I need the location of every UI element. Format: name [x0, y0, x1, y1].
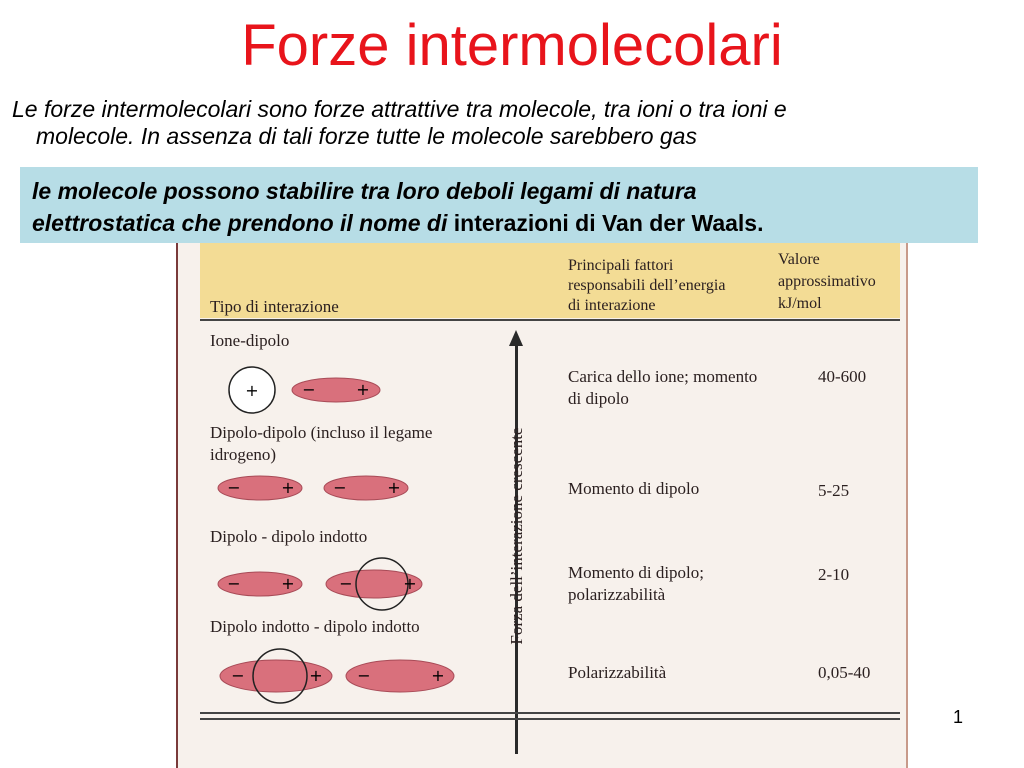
svg-text:+: +	[356, 380, 370, 399]
row1-factor-1: Carica dello ione; momento	[568, 367, 758, 386]
header-type: Tipo di interazione	[210, 297, 339, 316]
slide-title: Forze intermolecolari	[241, 13, 783, 78]
row2-factor: Momento di dipolo	[568, 479, 700, 498]
header-factors-3: di interazione	[568, 297, 656, 314]
svg-text:−: −	[333, 478, 347, 497]
header-factors-2: responsabili dell’energia	[568, 277, 726, 294]
svg-text:+: +	[281, 574, 295, 593]
row4-value: 0,05-40	[818, 663, 871, 682]
svg-text:+: +	[281, 478, 295, 497]
svg-text:+: +	[309, 666, 323, 685]
row2-type-2: idrogeno)	[210, 445, 277, 464]
row2-value: 5-25	[818, 481, 850, 500]
interaction-table-image	[176, 236, 908, 768]
header-value-2: approssimativo	[778, 273, 876, 290]
svg-text:−: −	[227, 574, 241, 593]
row3-value: 2-10	[818, 565, 850, 584]
row1-type: Ione-dipolo	[210, 331, 290, 350]
table-bottom-rule-2	[200, 718, 900, 720]
dipole-dipole-icon	[216, 470, 416, 506]
slide-number: 1	[953, 707, 964, 727]
row3-factor-2: polarizzabilità	[568, 585, 666, 604]
table-bottom-rule-1	[200, 712, 900, 714]
highlight-italic-part: elettrostatica che prendono il nome di	[32, 210, 448, 236]
ion-dipole-icon	[216, 366, 386, 416]
highlight-box	[20, 167, 978, 243]
intro-line-2: molecole. In assenza di tali forze tutte le molecole sarebbero gas	[36, 123, 697, 149]
header-value-3: kJ/mol	[778, 295, 822, 312]
svg-text:+: +	[403, 574, 417, 593]
svg-text:−: −	[227, 478, 241, 497]
row1-value: 40-600	[818, 367, 867, 386]
highlight-line-2	[32, 207, 966, 239]
svg-text:−: −	[231, 666, 245, 685]
highlight-term: interazioni di Van der Waals.	[447, 210, 764, 236]
svg-text:+: +	[431, 666, 445, 685]
svg-text:−: −	[302, 380, 316, 399]
row2-type-1: Dipolo-dipolo (incluso il legame	[210, 423, 433, 442]
intro-text	[12, 96, 1012, 150]
ion-charge: +	[245, 381, 259, 400]
svg-text:−: −	[339, 574, 353, 593]
header-factors-1: Principali fattori	[568, 257, 674, 274]
induced-induced-dipole-icon	[216, 646, 456, 706]
scan-left-border	[176, 236, 178, 768]
scan-right-border	[906, 236, 908, 768]
header-value-1: Valore	[778, 251, 820, 268]
row4-type: Dipolo indotto - dipolo indotto	[210, 617, 420, 636]
svg-text:+: +	[387, 478, 401, 497]
header-rule	[200, 319, 900, 321]
row1-factor-2: di dipolo	[568, 389, 629, 408]
dipole-induced-dipole-icon	[216, 556, 436, 616]
svg-text:−: −	[357, 666, 371, 685]
intro-line-1: Le forze intermolecolari sono forze attrattive tra molecole, tra ioni o tra ioni e	[12, 96, 787, 122]
row3-type: Dipolo - dipolo indotto	[210, 527, 368, 546]
highlight-line-1: le molecole possono stabilire tra loro deboli legami di natura	[32, 178, 697, 204]
row4-factor: Polarizzabilità	[568, 663, 667, 682]
axis-label: Forza dell’interazione crescente	[507, 427, 526, 645]
row3-factor-1: Momento di dipolo;	[568, 563, 704, 582]
